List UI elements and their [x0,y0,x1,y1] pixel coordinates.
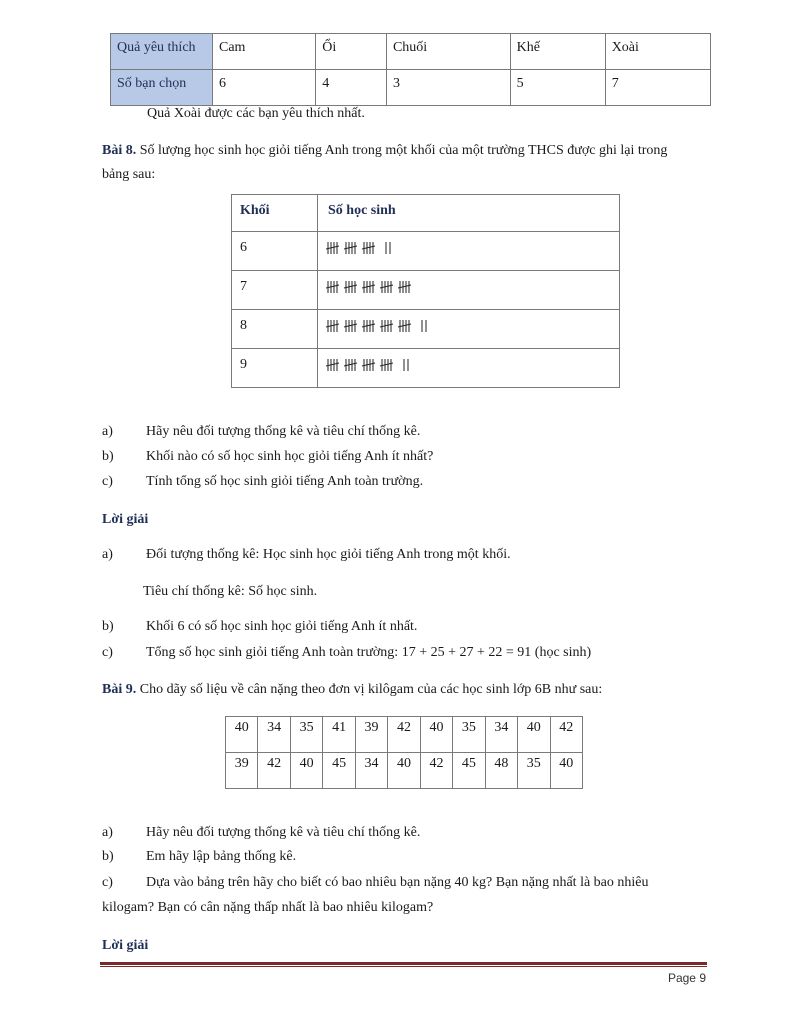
tally-marks [326,318,586,334]
tally-group [362,242,375,254]
footer-rule-thin [100,966,707,967]
item-text: Hãy nêu đối tượng thống kê và tiêu chí thống kê. [146,424,421,439]
bai8-text-line1: Số lượng học sinh học giỏi tiếng Anh trong một khối của một trường THCS được ghi lại trong [139,143,668,158]
bai8-criterion: Tiêu chí thống kê: Số học sinh. [143,584,318,599]
bai8-label: Bài 8. [102,143,137,158]
bai8-solution-b [102,617,417,637]
item-text: Hãy nêu đối tượng thống kê và tiêu chí thống kê. [146,825,421,840]
item-label: a) [102,547,113,562]
tally-group [380,359,393,371]
table-row [111,34,711,70]
weight-cell: 45 [323,753,355,789]
bai9-text: Cho dãy số liệu về cân nặng theo đơn vị kilôgam của các học sinh lớp 6B như sau: [139,682,603,697]
bai8-statement [102,141,710,161]
item-label: a) [102,825,113,840]
table-row [111,70,711,106]
count-cell: 3 [386,70,510,106]
bai8-question-b [102,447,433,467]
page-number: Page 9 [667,971,706,985]
weight-cell: 35 [290,717,322,753]
item-text: Khối 6 có số học sinh học giỏi tiếng Anh ít nhất. [146,619,418,634]
table-row [232,271,620,310]
weight-cell: 35 [518,753,550,789]
col-header-grade: Khối [232,195,318,232]
tally-group [344,281,357,293]
bai9-question-c-line2: kilogam? Bạn có cân nặng thấp nhất là bao nhiêu kilogam? [102,900,434,915]
fruit-table [110,33,711,106]
item-label: a) [102,424,113,439]
weight-cell: 39 [226,753,258,789]
tally-group [398,320,411,332]
tally-marks [326,279,586,295]
grade-cell: 7 [232,271,318,310]
weight-cell: 34 [355,753,387,789]
table-row [232,349,620,388]
weight-cell: 48 [485,753,517,789]
tally-cell [318,232,620,271]
count-cell: 4 [316,70,387,106]
fruit-cell: Ổi [316,34,387,70]
item-label: b) [102,449,114,464]
bai8-text-line2: bảng sau: [102,167,156,182]
weight-cell: 42 [420,753,452,789]
tally-marks [326,240,586,256]
bai9-question-c [102,873,712,893]
item-text: Em hãy lập bảng thống kê. [146,849,297,864]
weight-table [225,716,583,789]
tally-group [326,320,339,332]
weight-cell: 40 [290,753,322,789]
count-cell: 7 [605,70,710,106]
item-label: b) [102,619,114,634]
weight-cell: 34 [258,717,290,753]
item-text: Tính tổng số học sinh giỏi tiếng Anh toàn trường. [146,474,424,489]
tally-group [380,281,393,293]
tally-group [362,359,375,371]
item-label: b) [102,849,114,864]
tally-group [344,359,357,371]
tally-group [344,320,357,332]
table-row [232,232,620,271]
fruit-cell: Chuối [386,34,510,70]
bai9-label: Bài 9. [102,682,137,697]
bai8-solution-title: Lời giải [102,512,149,527]
weight-cell: 42 [388,717,420,753]
weight-cell: 42 [258,753,290,789]
bai8-question-c [102,472,423,492]
bai9-solution-title: Lời giải [102,938,149,953]
row-header-count: Số bạn chọn [111,70,213,106]
tally-cell [318,310,620,349]
weight-cell: 41 [323,717,355,753]
tally-table [231,194,620,388]
item-label: c) [102,875,113,890]
tally-cell [318,349,620,388]
tally-group [326,281,339,293]
bai9-statement [102,680,710,700]
bai8-solution-a [102,545,511,565]
bai9-question-b [102,847,296,867]
bai8-solution-c [102,643,591,663]
item-text: Đối tượng thống kê: Học sinh học giỏi tiếng Anh trong một khối. [146,547,511,562]
tally-group [344,242,357,254]
table-row [232,310,620,349]
footer-rule [100,962,707,965]
item-label: c) [102,645,113,660]
item-text: Khối nào có số học sinh học giỏi tiếng Anh ít nhất? [146,449,434,464]
tally-group [326,359,339,371]
fruit-cell: Khế [510,34,605,70]
item-text: Tổng số học sinh giỏi tiếng Anh toàn trường: 17 + 25 + 27 + 22 = 91 (học sinh) [146,645,592,660]
table-row [226,717,583,753]
fruit-cell: Cam [213,34,316,70]
tally-cell [318,271,620,310]
tally-group [326,242,339,254]
tally-group [398,281,411,293]
weight-cell: 34 [485,717,517,753]
grade-cell: 9 [232,349,318,388]
tally-marks [326,357,586,373]
bai9-question-a [102,823,420,843]
weight-cell: 35 [453,717,485,753]
weight-cell: 45 [453,753,485,789]
weight-cell: 42 [550,717,582,753]
weight-cell: 40 [226,717,258,753]
item-label: c) [102,474,113,489]
weight-cell: 40 [550,753,582,789]
item-text: Dựa vào bảng trên hãy cho biết có bao nhiêu bạn nặng 40 kg? Bạn nặng nhất là bao nhiêu [146,875,649,890]
tally-group [362,320,375,332]
table-row [226,753,583,789]
row-header-fruit: Quả yêu thích [111,34,213,70]
fruit-conclusion: Quả Xoài được các bạn yêu thích nhất. [147,106,365,121]
tally-group [362,281,375,293]
weight-cell: 40 [518,717,550,753]
bai8-question-a [102,422,420,442]
grade-cell: 6 [232,232,318,271]
weight-cell: 40 [388,753,420,789]
col-header-students: Số học sinh [318,195,620,232]
fruit-cell: Xoài [605,34,710,70]
grade-cell: 8 [232,310,318,349]
table-header-row [232,195,620,232]
weight-cell: 40 [420,717,452,753]
count-cell: 5 [510,70,605,106]
weight-cell: 39 [355,717,387,753]
tally-group [380,320,393,332]
count-cell: 6 [213,70,316,106]
